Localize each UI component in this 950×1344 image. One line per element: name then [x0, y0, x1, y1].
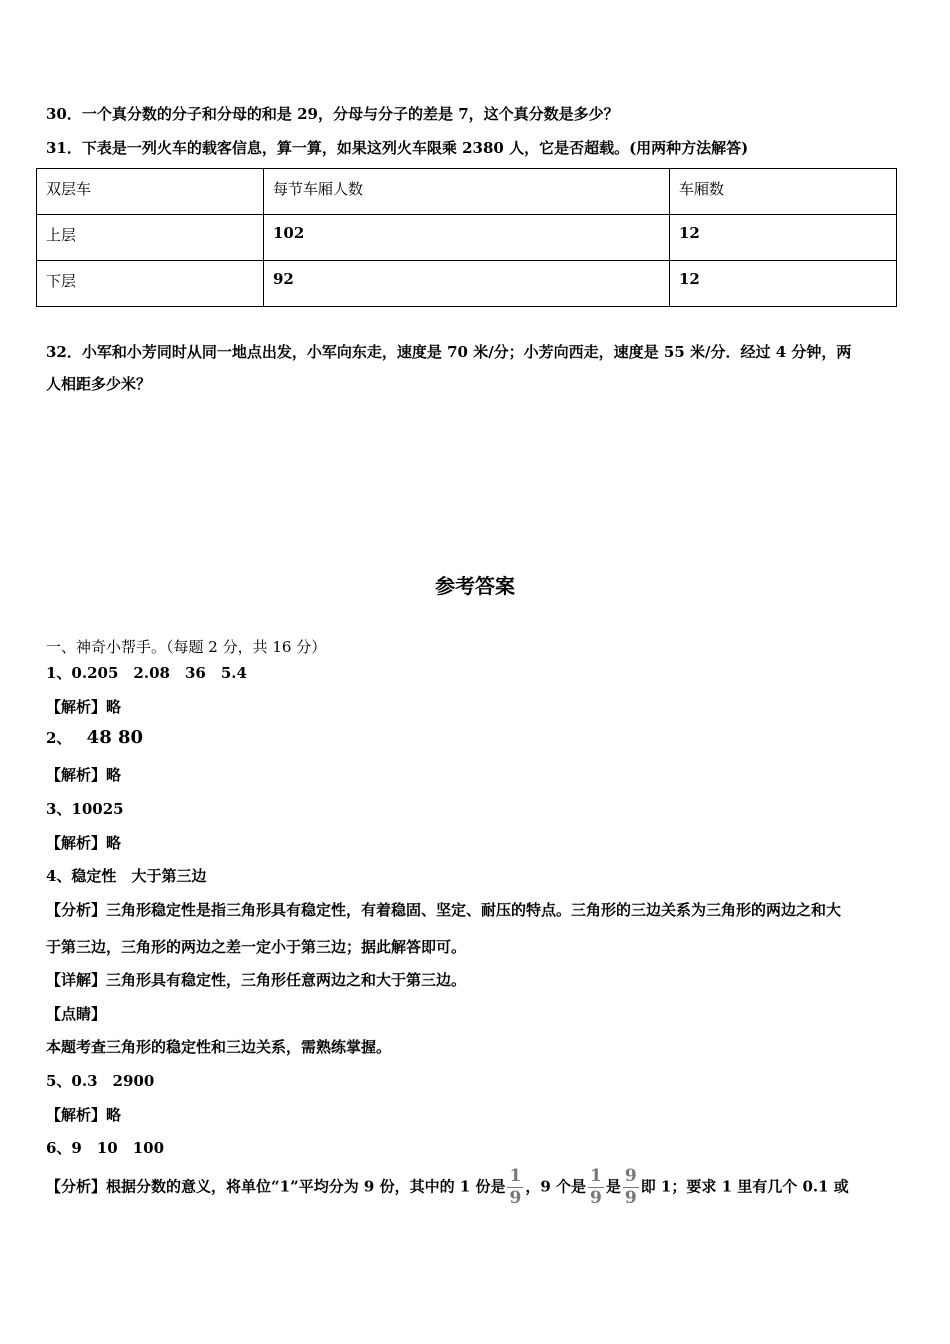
- analysis-6-text: 即 1；要求 1 里有几个 0.1 或: [640, 1177, 849, 1196]
- question-31: 31．下表是一列火车的载客信息，算一算，如果这列火车限乘 2380 人，它是否超载。(用两种方法解答): [46, 139, 749, 157]
- analysis-3: 【解析】略: [46, 834, 122, 852]
- table-cell: 12: [670, 215, 897, 261]
- analysis-1: 【解析】略: [46, 698, 122, 716]
- section-heading: 一、神奇小帮手。（每题 2 分，共 16 分）: [46, 638, 327, 656]
- fraction-one-ninth: $\frac{1}{9}$: [589, 1166, 602, 1208]
- answer-5: 5、0.3 2900: [46, 1072, 155, 1090]
- table-cell: 102: [264, 215, 670, 261]
- analysis-6-text: 【分析】根据分数的意义，将单位“1”平均分为 9 份，其中的 1 份是: [46, 1177, 506, 1196]
- detail-4: 【详解】三角形具有稳定性，三角形任意两边之和大于第三边。: [46, 971, 467, 989]
- question-32-line2: 人相距多少米？: [46, 375, 152, 393]
- passenger-table: [36, 168, 897, 307]
- analysis-6-text: 是: [605, 1177, 621, 1196]
- fraction-nine-ninths: $\frac{9}{9}$: [624, 1166, 637, 1208]
- question-32-line1: 32．小军和小芳同时从同一地点出发，小军向东走，速度是 70 米/分；小芳向西走，速度是 55 米/分．经过 4 分钟，两: [46, 343, 852, 361]
- table-header-cell: 每节车厢人数: [264, 169, 670, 215]
- table-cell: 92: [264, 261, 670, 307]
- table-row: [37, 261, 897, 307]
- answer-4: 4、稳定性 大于第三边: [46, 867, 207, 885]
- comment-4: 本题考查三角形的稳定性和三边关系，需熟练掌握。: [46, 1038, 392, 1056]
- comment-heading: 【点睛】: [46, 1005, 107, 1023]
- analysis-2: 【解析】略: [46, 766, 122, 784]
- table-row: [37, 215, 897, 261]
- table-header-cell: 车厢数: [670, 169, 897, 215]
- analysis-6-text: ，9 个是: [525, 1177, 586, 1196]
- answers-title: 参考答案: [435, 574, 515, 598]
- table-cell: 下层: [37, 261, 264, 307]
- answer-2: [46, 727, 143, 748]
- answer-2-value: 48 80: [86, 727, 144, 748]
- question-30: 30．一个真分数的分子和分母的和是 29，分母与分子的差是 7，这个真分数是多少？: [46, 105, 619, 123]
- analysis-4-line1: 【分析】三角形稳定性是指三角形具有稳定性，有着稳固、坚定、耐压的特点。三角形的三边关系为三角形的两边之和大: [46, 901, 842, 919]
- answer-2-prefix: 2、: [46, 729, 72, 747]
- analysis-4-line2: 于第三边，三角形的两边之差一定小于第三边；据此解答即可。: [46, 938, 467, 956]
- answer-1: 1、0.205 2.08 36 5.4: [46, 664, 247, 682]
- table-cell: 12: [670, 261, 897, 307]
- table-header-cell: 双层车: [37, 169, 264, 215]
- answer-3: 3、10025: [46, 800, 124, 818]
- analysis-5: 【解析】略: [46, 1106, 122, 1124]
- analysis-6: [46, 1168, 849, 1207]
- answer-6: 6、9 10 100: [46, 1139, 165, 1157]
- table-cell: 上层: [37, 215, 264, 261]
- fraction-one-ninth: $\frac{1}{9}$: [509, 1166, 522, 1208]
- table-header-row: [37, 169, 897, 215]
